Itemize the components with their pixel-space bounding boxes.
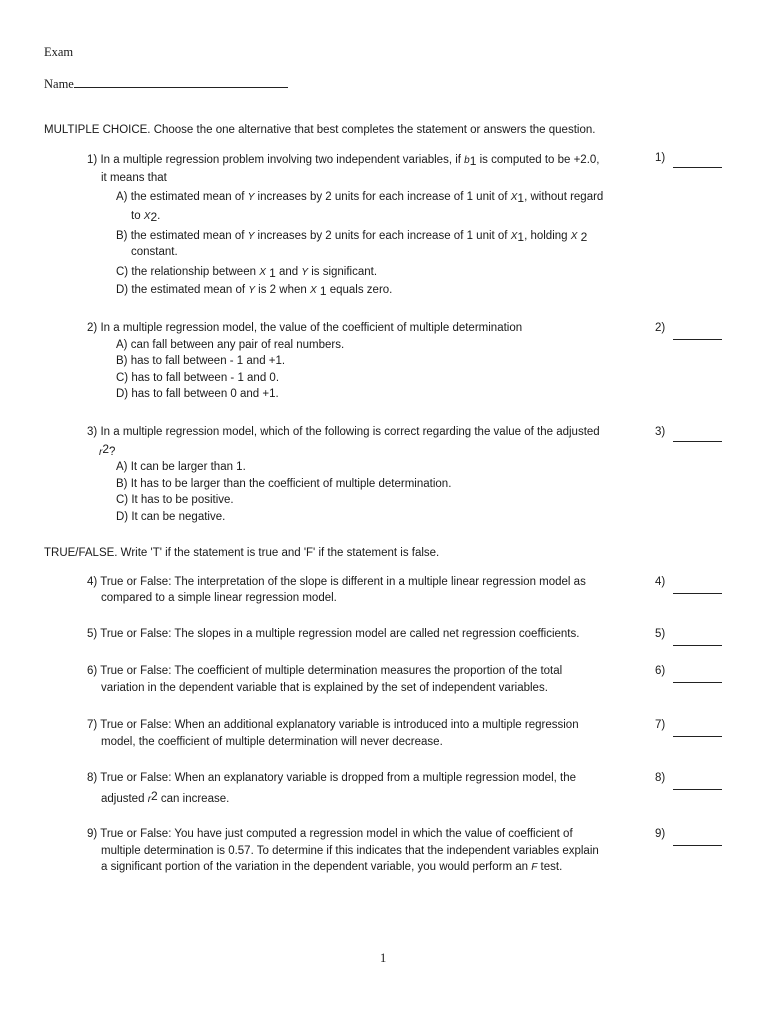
name-blank[interactable] (74, 76, 288, 88)
answer-blank-7[interactable] (673, 724, 722, 737)
question-1-option-b-cont: constant. (131, 246, 178, 258)
answer-number-3: 3) (655, 426, 666, 438)
question-2-option-b[interactable]: B) has to fall between - 1 and +1. (116, 355, 286, 367)
question-1-line-2: it means that (101, 172, 167, 184)
question-1-option-d[interactable]: D) the estimated mean of Y is 2 when X 1 equals zero. (116, 284, 393, 298)
mc-instructions: MULTIPLE CHOICE. Choose the one alternative that best completes the statement or answers the question. (44, 124, 596, 136)
answer-blank-5[interactable] (673, 633, 722, 646)
question-4-line-2: compared to a simple linear regression model. (101, 592, 337, 604)
question-9-line-2: multiple determination is 0.57. To determine if this indicates that the independent variables explain (101, 845, 599, 857)
question-1-option-a-cont: to X2. (131, 210, 161, 224)
question-8-line-1: 8) True or False: When an explanatory variable is dropped from a multiple regression model, the (87, 772, 577, 784)
exam-title: Exam (44, 45, 74, 59)
question-2-option-a[interactable]: A) can fall between any pair of real numbers. (116, 339, 345, 351)
name-label: Name (44, 77, 74, 91)
answer-number-9: 9) (655, 828, 666, 840)
question-1-option-b[interactable]: B) the estimated mean of Y increases by 2 units for each increase of 1 unit of X1, holding X 2 (116, 230, 588, 244)
question-1-option-a[interactable]: A) the estimated mean of Y increases by 2 units for each increase of 1 unit of X1, without regard (116, 191, 604, 205)
answer-number-4: 4) (655, 576, 666, 588)
question-1-option-c[interactable]: C) the relationship between X 1 and Y is significant. (116, 266, 378, 280)
question-4-line-1: 4) True or False: The interpretation of the slope is different in a multiple linear regression model as (87, 576, 586, 588)
question-3-option-a[interactable]: A) It can be larger than 1. (116, 461, 246, 473)
answer-blank-1[interactable] (673, 155, 722, 168)
answer-number-8: 8) (655, 772, 666, 784)
question-3-option-b[interactable]: B) It has to be larger than the coefficient of multiple determination. (116, 478, 452, 490)
answer-number-5: 5) (655, 628, 666, 640)
name-field[interactable] (44, 76, 288, 92)
question-7-line-2: model, the coefficient of multiple determination will never decrease. (101, 736, 443, 748)
answer-blank-3[interactable] (673, 429, 722, 442)
answer-blank-4[interactable] (673, 581, 722, 594)
answer-blank-8[interactable] (673, 777, 722, 790)
question-9-line-1: 9) True or False: You have just computed a regression model in which the value of coefficient of (87, 828, 573, 840)
page-number: 1 (380, 951, 387, 965)
question-2-option-c[interactable]: C) has to fall between - 1 and 0. (116, 372, 280, 384)
question-3-stem-cont: r2? (99, 442, 116, 458)
answer-blank-9[interactable] (673, 833, 722, 846)
answer-number-6: 6) (655, 665, 666, 677)
answer-number-1: 1) (655, 152, 666, 164)
question-3-stem: 3) In a multiple regression model, which of the following is correct regarding the value of the adjusted (87, 426, 600, 438)
answer-number-7: 7) (655, 719, 666, 731)
question-1-line-1: 1) In a multiple regression problem involving two independent variables, if b1 is computed to be +2.0, (87, 154, 600, 168)
answer-blank-6[interactable] (673, 670, 722, 683)
question-5-line-1: 5) True or False: The slopes in a multiple regression model are called net regression coefficients. (87, 628, 580, 640)
question-2-stem: 2) In a multiple regression model, the value of the coefficient of multiple determination (87, 322, 523, 334)
question-7-line-1: 7) True or False: When an additional explanatory variable is introduced into a multiple regression (87, 719, 579, 731)
answer-number-2: 2) (655, 322, 666, 334)
question-6-line-1: 6) True or False: The coefficient of multiple determination measures the proportion of the total (87, 665, 563, 677)
question-8-line-2: adjusted r2 can increase. (101, 789, 230, 805)
question-9-line-3: a significant portion of the variation in the dependent variable, you would perform an F test. (101, 861, 563, 873)
answer-blank-2[interactable] (673, 327, 722, 340)
question-6-line-2: variation in the dependent variable that is explained by the set of independent variables. (101, 682, 548, 694)
tf-instructions: TRUE/FALSE. Write 'T' if the statement is true and 'F' if the statement is false. (44, 547, 440, 559)
question-3-option-d[interactable]: D) It can be negative. (116, 511, 226, 523)
question-3-option-c[interactable]: C) It has to be positive. (116, 494, 234, 506)
question-2-option-d[interactable]: D) has to fall between 0 and +1. (116, 388, 279, 400)
